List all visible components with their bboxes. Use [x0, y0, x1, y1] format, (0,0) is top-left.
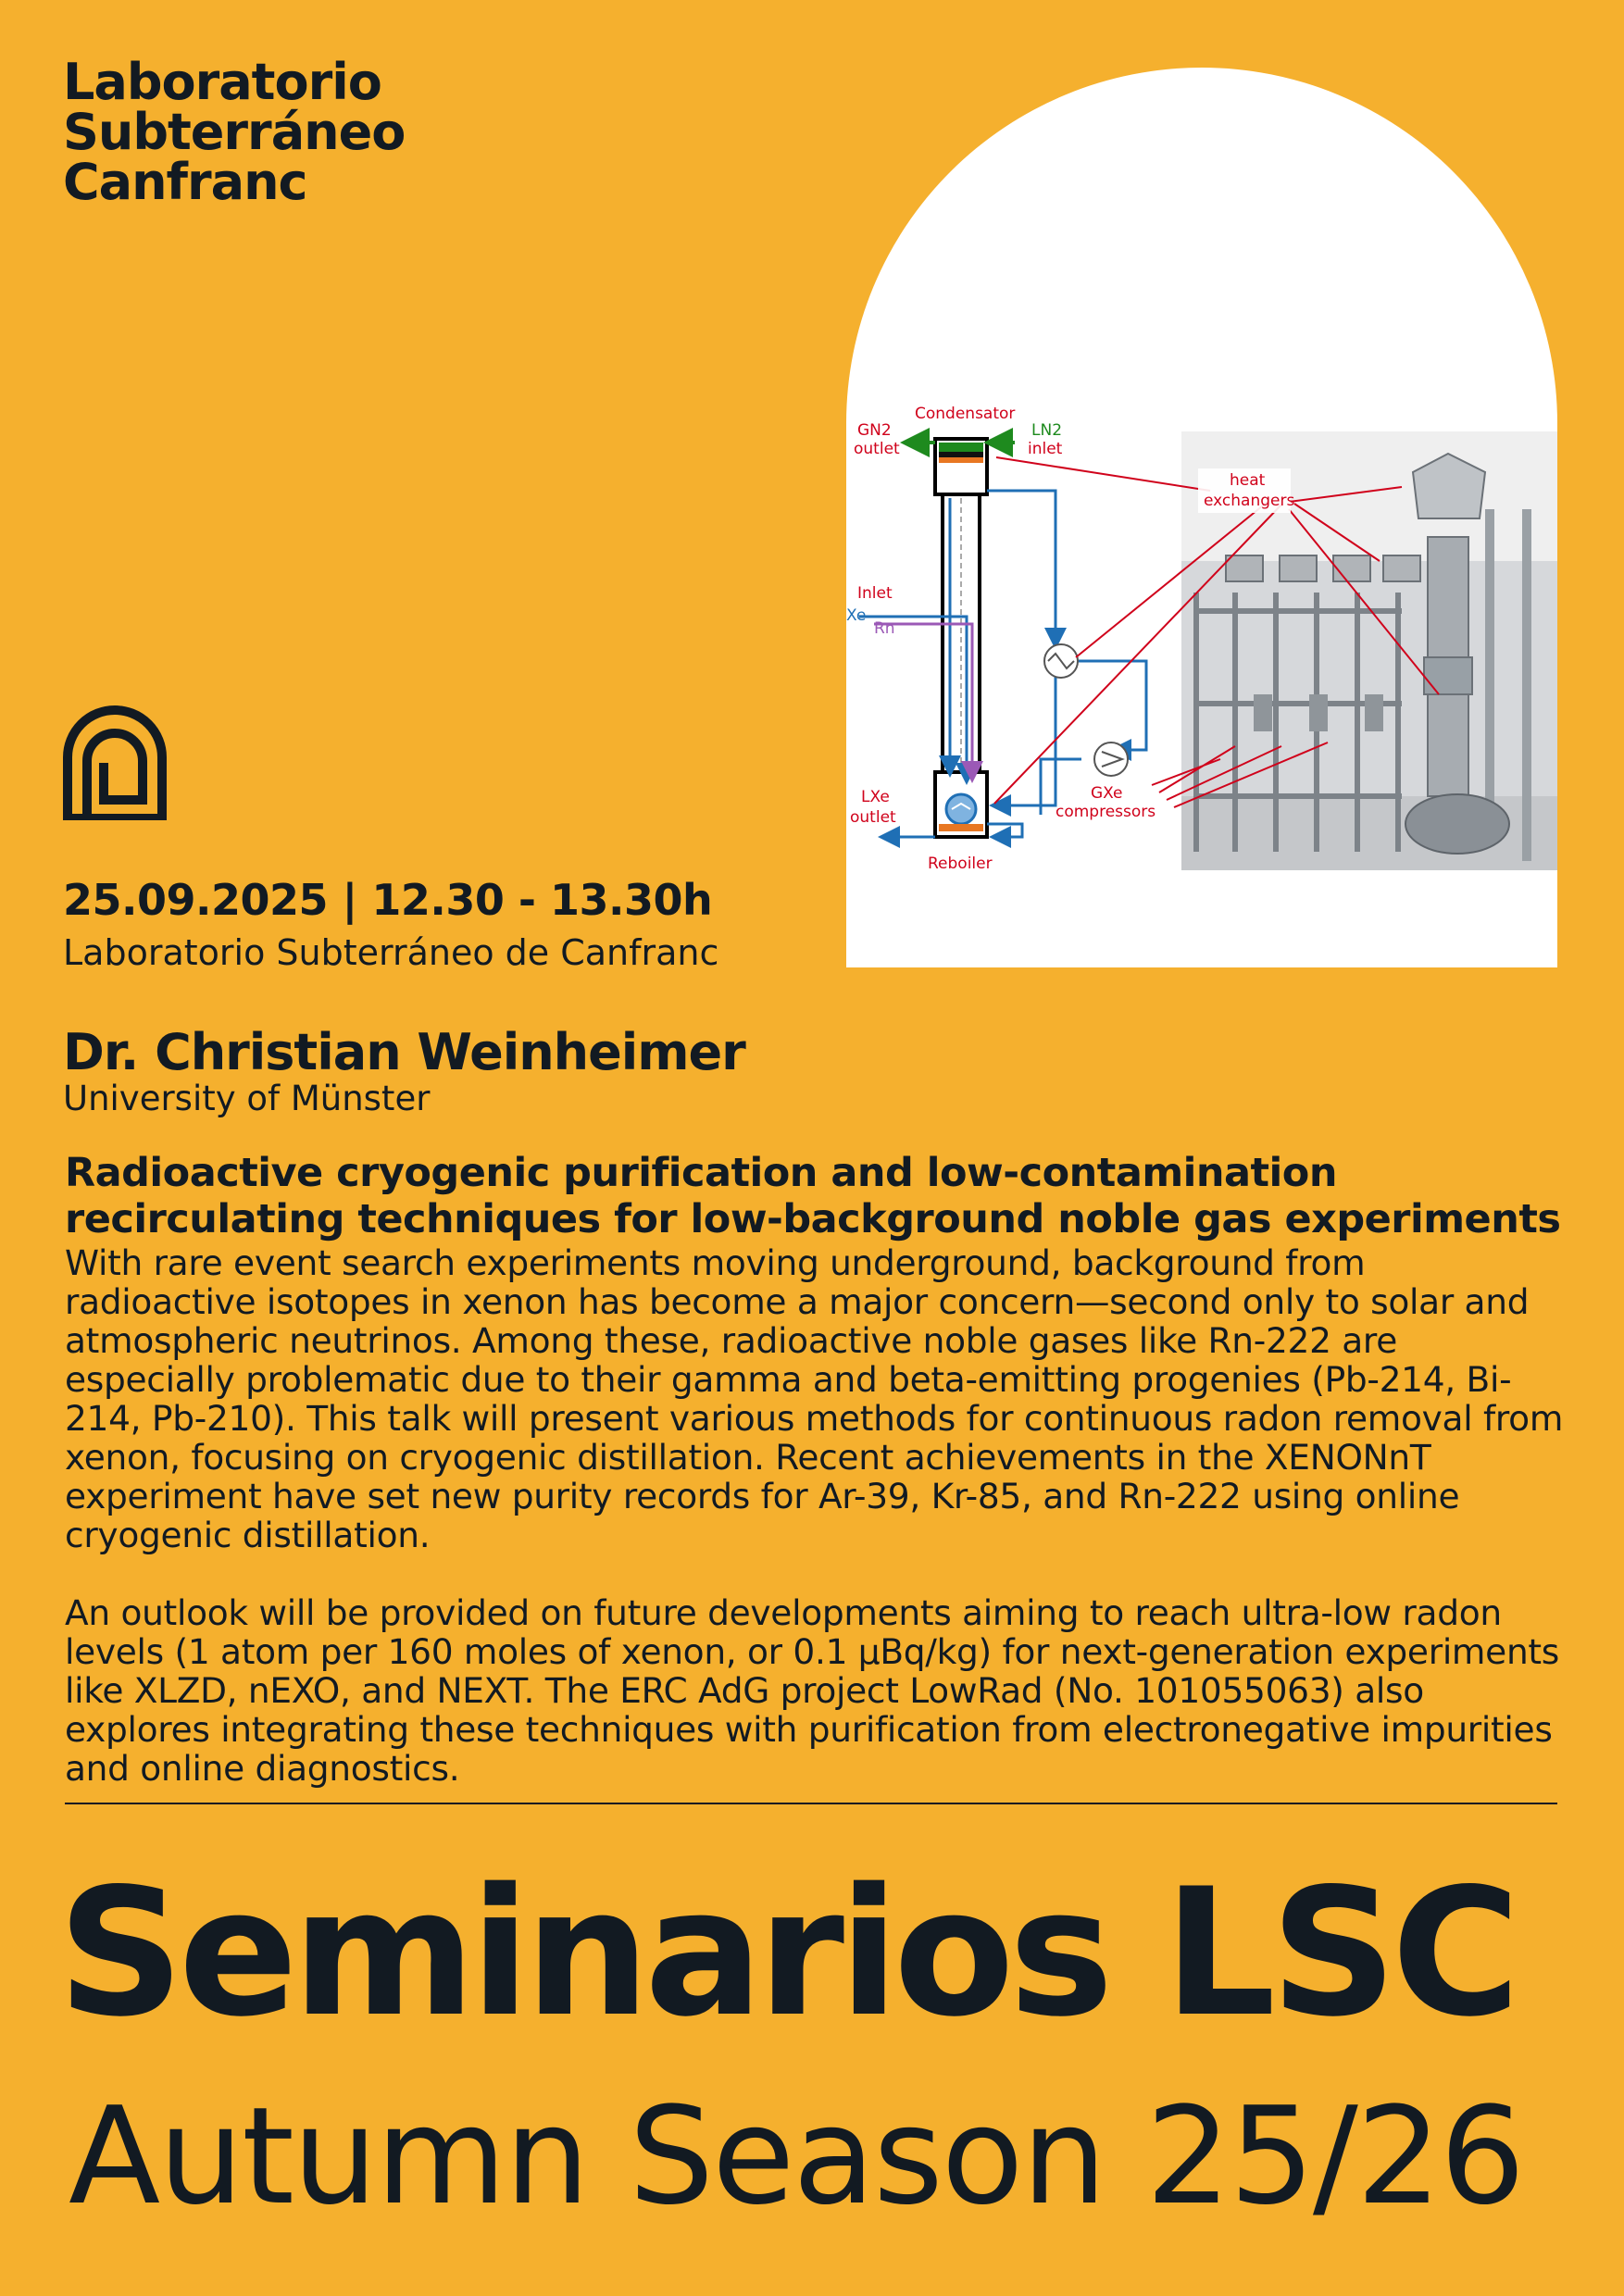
divider — [65, 1803, 1557, 1804]
label-heat: heat — [1230, 471, 1266, 490]
talk-title-line-1: Radioactive cryogenic purification and low-contamination — [65, 1150, 1337, 1196]
label-gxe-compressors: compressors — [1056, 803, 1156, 821]
label-lxe: LXe — [861, 788, 890, 806]
distillation-column — [935, 439, 987, 837]
series-title: Seminarios LSC — [57, 1851, 1516, 2055]
label-condensator: Condensator — [915, 405, 1016, 423]
distillation-figure — [846, 398, 1557, 880]
label-gxe: GXe — [1091, 784, 1123, 803]
label-xe: Xe — [846, 606, 867, 625]
event-datetime: 25.09.2025 | 12.30 - 13.30h — [63, 875, 713, 925]
event-venue: Laboratorio Subterráneo de Canfranc — [63, 932, 719, 973]
talk-title — [65, 1150, 1565, 1242]
organization-line-1: Laboratorio — [63, 53, 381, 111]
talk-abstract — [65, 1243, 1565, 1827]
organization-line-2: Subterráneo — [63, 103, 406, 161]
series-season: Autumn Season 25/26 — [69, 2078, 1524, 2235]
speaker-affiliation: University of Münster — [63, 1079, 431, 1118]
label-lxe-outlet: outlet — [850, 808, 896, 827]
label-ln2-inlet: inlet — [1028, 440, 1063, 458]
label-gn2: GN2 — [857, 421, 892, 440]
abstract-paragraph: With rare event search experiments moving underground, background from radioactive isotopes in xenon has become a major concern—second only to solar and atmospheric neutrinos. Among these, radioactive noble gases like Rn-222 are especially problematic due to their gamma and beta-emitting progenies (Pb-214, Bi-214, Pb-210). This talk will present various methods for continuous radon removal from xenon, focusing on cryogenic distillation. Recent achievements in the XENONnT experiment have set new purity records for Ar-39, Kr-85, and Rn-222 using online cryogenic distillation. — [65, 1242, 1564, 1555]
label-ln2: LN2 — [1031, 421, 1063, 440]
arch-emblem-icon — [63, 704, 167, 820]
label-heat-exchangers: exchangers — [1204, 492, 1295, 510]
talk-title-line-2: recirculating techniques for low-background noble gas experiments — [65, 1196, 1561, 1242]
speaker-name: Dr. Christian Weinheimer — [63, 1023, 745, 1081]
organization-name — [63, 53, 406, 211]
label-inlet: Inlet — [857, 584, 893, 603]
label-gn2-outlet: outlet — [854, 440, 900, 458]
organization-line-3: Canfranc — [63, 153, 307, 211]
label-rn: Rn — [874, 619, 895, 638]
label-reboiler: Reboiler — [928, 855, 993, 873]
abstract-paragraph: An outlook will be provided on future developments aiming to reach ultra-low radon levels (1 atom per 160 moles of xenon, or 0.1 µBq/kg) for next-generation experiments like XLZD, nEXO, and NEXT. The ERC AdG project LowRad (No. 101055063) also explores integrating these techniques with purification from electronegative impurities and online diagnostics. — [65, 1592, 1560, 1789]
